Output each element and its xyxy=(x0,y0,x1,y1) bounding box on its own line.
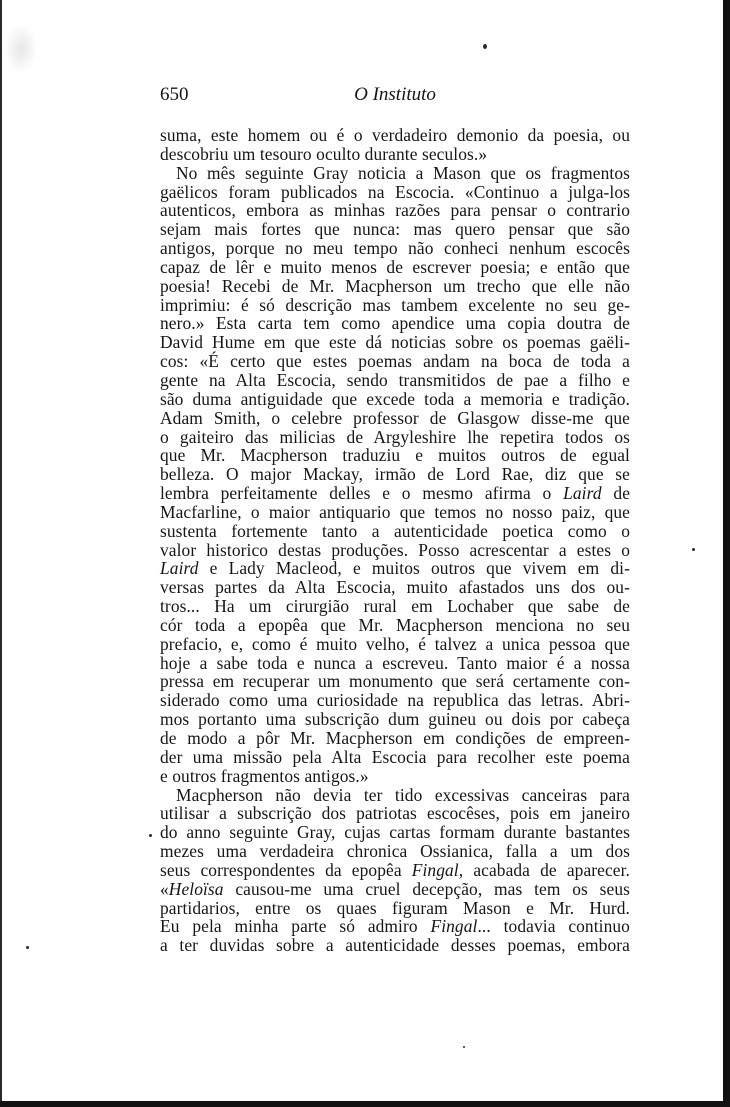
text-line: autenticos, embora as minhas razões para pensar o contrario xyxy=(160,200,630,221)
text-line: Macpherson não devia ter tido excessivas canceiras para xyxy=(176,784,630,805)
scan-speck xyxy=(149,834,152,837)
text-line: versas partes da Alta Escocia, muito afastados uns dos ou- xyxy=(160,577,630,598)
text-line: cór toda a epopêa que Mr. Macpherson menciona no seu xyxy=(160,614,630,635)
text-line: Laird e Lady Macleod, e muitos outros que vivem em di- xyxy=(160,558,630,579)
text-line: partidarios, entre os quaes figuram Mason e Mr. Hurd. xyxy=(160,897,630,918)
text-line: cos: «É certo que estes poemas andam na boca de toda a xyxy=(160,351,630,372)
text-line: «Heloïsa causou-me uma cruel decepção, mas tem os seus xyxy=(160,878,630,899)
text-line: do anno seguinte Gray, cujas cartas formam durante bastantes xyxy=(160,822,630,843)
text-line: mos portanto uma subscrição dum guineu ou dois por cabeça xyxy=(160,709,630,730)
text-line: a ter duvidas sobre a autenticidade desses poemas, embora xyxy=(160,935,630,956)
text-line: imprimiu: é só descrição mas tambem excelente no seu ge- xyxy=(160,294,630,315)
text-line: gaëlicos foram publicados na Escocia. «Continuo a julga-los xyxy=(160,181,630,202)
scan-speck xyxy=(463,1046,465,1048)
text-line: hoje a sabe toda e nunca a escreveu. Tanto maior é a nossa xyxy=(160,652,630,673)
text-line: Adam Smith, o celebre professor de Glasgow disse-me que xyxy=(160,407,630,428)
page-header xyxy=(160,83,630,107)
text-line: prefacio, e, como é muito velho, é talvez a unica pessoa que xyxy=(160,633,630,654)
text-line: tros... Ha um cirurgião rural em Lochaber que sabe de xyxy=(160,596,630,617)
text-line: sejam mais fortes que nunca: mas quero pensar que são xyxy=(160,219,630,240)
scan-speck xyxy=(483,44,487,49)
text-line: David Hume em que este dá noticias sobre os poemas gaëli- xyxy=(160,332,630,353)
text-line: sustenta fortemente tanto a autenticidade poetica como o xyxy=(160,520,630,541)
text-line: são duma antiguidade que excede toda a memoria e tradição. xyxy=(160,388,630,409)
text-line: suma, este homem ou é o verdadeiro demonio da poesia, ou xyxy=(160,125,630,145)
scan-right-edge xyxy=(723,0,730,1107)
text-line: No mês seguinte Gray noticia a Mason que os fragmentos xyxy=(176,162,630,183)
text-line: o gaiteiro das milicias de Argyleshire lhe repetira todos os xyxy=(160,426,630,447)
running-title: O Instituto xyxy=(354,84,436,105)
scan-bottom-edge xyxy=(0,1101,730,1107)
scan-speck xyxy=(26,946,29,949)
scan-smudge xyxy=(4,24,38,74)
scan-speck xyxy=(692,548,695,551)
scan-left-edge xyxy=(0,0,2,1107)
page-number: 650 xyxy=(160,84,189,105)
text-line: que Mr. Macpherson traduziu e muitos outros de egual xyxy=(160,445,630,466)
text-line: belleza. O major Mackay, irmão de Lord Rae, diz que se xyxy=(160,464,630,485)
text-line: e outros fragmentos antigos.» xyxy=(160,765,369,786)
text-line: pressa em recuperar um monumento que será certamente con- xyxy=(160,671,630,692)
text-line: descobriu um tesouro oculto durante seculos.» xyxy=(160,143,488,164)
body-text xyxy=(160,126,630,955)
text-line: der uma missão pela Alta Escocia para recolher este poema xyxy=(160,746,630,767)
text-line: valor historico destas produções. Posso acrescentar a estes o xyxy=(160,539,630,560)
text-line: Macfarline, o maior antiquario que temos no nosso paiz, que xyxy=(160,501,630,522)
text-line: lembra perfeitamente delles e o mesmo afirma o Laird de xyxy=(160,483,631,504)
text-line: antigos, porque no meu tempo não conheci nenhum escocês xyxy=(160,238,630,259)
text-line: de modo a pôr Mr. Macpherson em condições de empreen- xyxy=(160,728,630,748)
text-line: capaz de lêr e muito menos de escrever poesia; e então que xyxy=(160,256,630,277)
text-line: Eu pela minha parte só admiro Fingal... todavia continuo xyxy=(160,916,630,937)
text-line: poesia! Recebi de Mr. Macpherson um trecho que elle não xyxy=(160,275,630,296)
text-line: gente na Alta Escocia, sendo transmitidos de pae a filho e xyxy=(160,369,630,390)
text-line: nero.» Esta carta tem como apendice uma copia doutra de xyxy=(160,313,630,334)
text-line: utilisar a subscrição dos patriotas escocêses, pois em janeiro xyxy=(160,803,630,824)
text-line: mezes uma verdadeira chronica Ossianica, falla a um dos xyxy=(160,841,630,862)
text-line: seus correspondentes da epopêa Fingal, acabada de aparecer. xyxy=(160,859,631,880)
text-line: siderado como uma curiosidade na republica das letras. Abri- xyxy=(160,690,630,711)
